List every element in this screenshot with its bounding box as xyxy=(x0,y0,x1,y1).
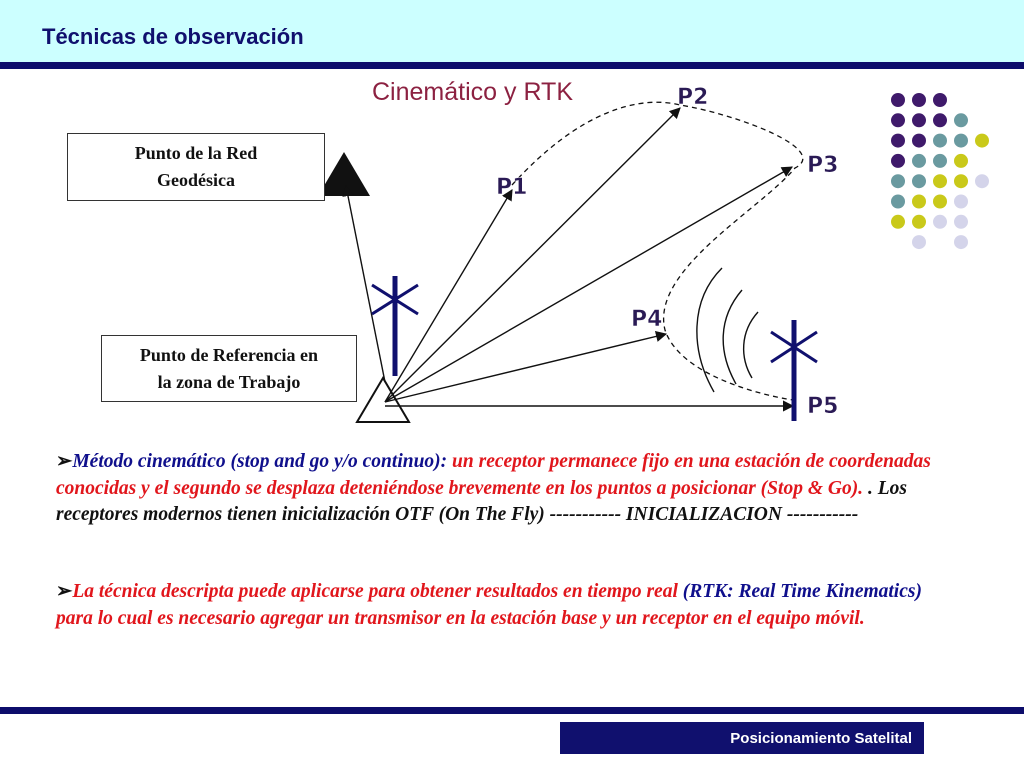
decorative-dot xyxy=(891,174,905,188)
point-label-p1: P1 xyxy=(496,175,528,200)
point-label-p5: P5 xyxy=(807,394,839,419)
decorative-dot-grid xyxy=(891,93,989,249)
decorative-dot xyxy=(954,134,968,148)
decorative-dot xyxy=(912,215,926,229)
decorative-dot xyxy=(891,113,905,127)
decorative-dot xyxy=(954,235,968,249)
vector-p2 xyxy=(385,108,680,402)
decorative-dot xyxy=(933,215,947,229)
paragraph-kinematic-method xyxy=(56,449,968,529)
footer-rule xyxy=(0,707,1024,714)
decorative-dot xyxy=(912,113,926,127)
decorative-dot xyxy=(933,154,947,168)
page-title: Técnicas de observación xyxy=(42,24,304,49)
decorative-dot xyxy=(912,154,926,168)
paragraph-rtk xyxy=(56,579,956,632)
decorative-dot xyxy=(912,93,926,107)
decorative-dot xyxy=(912,235,926,249)
footer-label: Posicionamiento Satelital xyxy=(560,722,924,754)
decorative-dot xyxy=(975,174,989,188)
decorative-dot xyxy=(891,195,905,209)
decorative-dot xyxy=(912,134,926,148)
decorative-dot xyxy=(954,113,968,127)
decorative-dot xyxy=(933,134,947,148)
bullet-arrow-icon: ➢ xyxy=(56,581,73,602)
decorative-dot xyxy=(933,195,947,209)
decorative-dot xyxy=(912,195,926,209)
paragraph1-lead: Método cinemático (stop and go y/o continuo): xyxy=(72,451,448,472)
slide-subtitle: Cinemático y RTK xyxy=(372,78,573,106)
paragraph2-part1: La técnica descripta puede aplicarse para obtener resultados en tiempo real xyxy=(72,581,683,602)
decorative-dot xyxy=(954,195,968,209)
vector-p1 xyxy=(385,190,512,402)
rover-trajectory xyxy=(512,102,803,400)
paragraph2-part3: para lo cual es necesario agregar un transmisor en la estación base y un receptor en el equipo móvil. xyxy=(56,607,865,629)
decorative-dot xyxy=(933,113,947,127)
vector-p3 xyxy=(385,167,792,402)
decorative-dot xyxy=(954,154,968,168)
decorative-dot xyxy=(933,93,947,107)
decorative-dot xyxy=(891,215,905,229)
decorative-dot xyxy=(954,215,968,229)
reference-box-line2: la zona de Trabajo xyxy=(157,371,301,392)
decorative-dot xyxy=(975,134,989,148)
decorative-dot xyxy=(933,174,947,188)
base-antenna-icon xyxy=(372,276,418,376)
paragraph1-body: un receptor permanece fijo en una estación de coordenadas conocidas y el segundo se desplaza deteniéndose brevemente en los puntos a posicionar (Stop & Go). xyxy=(56,451,931,499)
geodetic-box-line1: Punto de la Red xyxy=(134,143,258,163)
radio-wave-icon xyxy=(744,312,758,378)
geodetic-network-box xyxy=(67,133,325,201)
point-label-p3: P3 xyxy=(807,153,839,178)
paragraph2-part2: (RTK: Real Time Kinematics) xyxy=(682,581,922,602)
reference-box-line1: Punto de Referencia en xyxy=(139,344,319,365)
geodetic-box-line2: Geodésica xyxy=(156,170,235,190)
point-label-p2: P2 xyxy=(677,85,709,110)
reference-point-marker xyxy=(357,378,409,422)
radio-wave-icon xyxy=(723,290,742,384)
decorative-dot xyxy=(954,174,968,188)
paragraph1-extra: . Los receptores modernos tienen inicialización OTF (On The Fly) ----------- INICIALIZACION ----------- xyxy=(56,477,907,525)
point-label-p4: P4 xyxy=(631,307,663,332)
decorative-dot xyxy=(891,134,905,148)
geodetic-point-marker xyxy=(318,152,370,196)
bullet-arrow-icon: ➢ xyxy=(56,451,73,472)
decorative-dot xyxy=(891,93,905,107)
reference-point-box xyxy=(101,335,357,402)
decorative-dot xyxy=(891,154,905,168)
decorative-dot xyxy=(912,174,926,188)
vector-p4 xyxy=(385,334,666,402)
